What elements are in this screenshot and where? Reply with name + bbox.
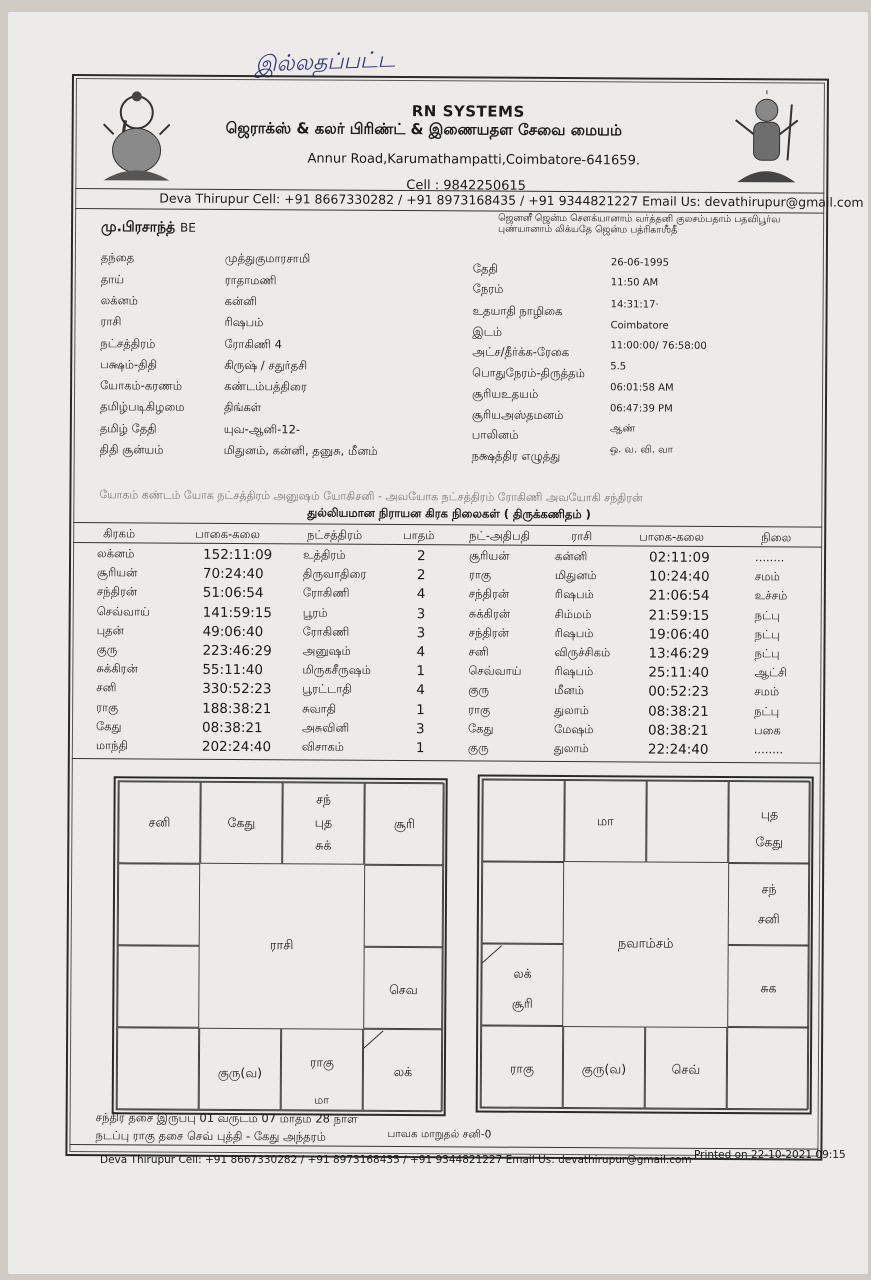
planet-rasi-cell: துலாம் xyxy=(553,740,589,756)
planet-deg-cell: 08:38:21 xyxy=(201,719,263,736)
planet-deg-cell: 49:06:40 xyxy=(202,623,264,640)
table-header-cell: நட்-அதிபதி xyxy=(469,528,531,543)
planet-pada-cell: 4 xyxy=(416,644,426,661)
contact-line: Deva Thirupur Cell: +91 8667330282 / +91 8973168435 / +91 9344821227 Email Us: devathirupur@gmail.com xyxy=(159,190,864,210)
cell-number: Cell : 9842250615 xyxy=(406,178,527,194)
left-detail-label: ராசி xyxy=(100,314,122,329)
planet-status-cell: சமம் xyxy=(754,569,780,584)
planet-rdeg-cell: 22:24:40 xyxy=(647,741,709,758)
rasi-house-makara xyxy=(117,945,199,1027)
nav-house-rishaba xyxy=(646,781,728,863)
planet-star-cell: அனுஷம் xyxy=(302,643,351,658)
planet-lord-cell: சூரியன் xyxy=(469,548,510,563)
planet-rdeg-cell: 02:11:09 xyxy=(649,549,710,566)
planet-lord-cell: சனி xyxy=(468,644,489,659)
nav-house-makara: ராகு xyxy=(481,1026,563,1108)
right-detail-value: 11:00:00/ 76:58:00 xyxy=(610,340,707,352)
right-detail-value: Coimbatore xyxy=(610,320,669,332)
planet-pada-cell: 3 xyxy=(416,605,426,622)
planet-pada-cell: 2 xyxy=(417,548,426,565)
rasi-house-kataka xyxy=(364,865,444,947)
planet-rdeg-cell: 08:38:21 xyxy=(647,722,709,739)
planet-star-cell: அசுவினி xyxy=(301,720,350,735)
planet-status-cell: ஆட்சி xyxy=(754,665,788,680)
company-name: RN SYSTEMS xyxy=(411,102,525,121)
planet-deg-cell: 202:24:40 xyxy=(201,738,272,756)
nav-house-mesha: மா xyxy=(564,780,646,862)
ganesha-icon xyxy=(95,84,178,188)
left-detail-label: திதி சூன்யம் xyxy=(99,442,164,457)
right-detail-value: 26-06-1995 xyxy=(610,257,670,269)
table-header-cell: பாகை-கலை xyxy=(195,526,260,542)
lagna-mark-icon xyxy=(363,1029,385,1049)
rasi-house-meena: சனி xyxy=(118,781,200,863)
right-detail-label: பொதுநேரம்-திருத்தம் xyxy=(472,365,585,381)
person-name xyxy=(101,219,196,238)
right-detail-label: இடம் xyxy=(472,324,503,339)
planet-rasi-cell: துலாம் xyxy=(554,702,589,717)
rasi-house-mithuna: சூரி xyxy=(364,783,444,865)
left-detail-label: தாய் xyxy=(100,272,125,287)
planet-star-cell: பூரம் xyxy=(302,605,328,620)
planet-status-cell: ........ xyxy=(755,550,785,565)
planet-rdeg-cell: 21:06:54 xyxy=(648,587,710,605)
left-detail-label: பக்ஷம்-திதி xyxy=(100,357,158,372)
left-detail-value: கன்னி xyxy=(224,293,257,309)
planet-star-cell: ரோகிணி xyxy=(302,585,350,601)
planet-rdeg-cell: 13:46:29 xyxy=(648,645,710,662)
planet-pada-cell: 1 xyxy=(416,663,426,680)
planet-rasi-cell: கன்னி xyxy=(555,548,588,564)
planet-graha-cell: லக்னம் xyxy=(97,546,135,561)
planet-rasi-cell: சிம்மம் xyxy=(554,606,592,621)
left-detail-value: ராதாமணி xyxy=(224,272,277,288)
planet-graha-cell: கேது xyxy=(95,718,122,734)
right-detail-label: தேதி xyxy=(472,261,498,276)
right-detail-value: 5.5 xyxy=(610,361,627,373)
handwritten-note: இல்லதப்பட்ட xyxy=(254,47,396,78)
table-header-cell: ராசி xyxy=(571,529,593,544)
person-degree: BE xyxy=(179,220,196,235)
right-detail-label: அட்ச/தீர்க்க-ரேகை xyxy=(472,344,570,360)
dasa-balance: சந்திர தசை இருப்பு 01 வருடம் 07 மாதம் 28 நாள் xyxy=(95,1110,358,1126)
planet-rdeg-cell: 21:59:15 xyxy=(648,607,710,624)
planet-pada-cell: 2 xyxy=(416,567,426,584)
planet-rasi-cell: ரிஷபம் xyxy=(554,664,594,679)
planet-rasi-cell: மீனம் xyxy=(554,683,584,698)
planet-lord-cell: ராகு xyxy=(468,567,492,582)
planet-lord-cell: குரு xyxy=(467,740,489,755)
nav-mithuna-2: கேது xyxy=(755,834,784,850)
bhava-change: பாவக மாறுதல் சனி-0 xyxy=(387,1127,492,1141)
planet-graha-cell: மாந்தி xyxy=(95,738,129,753)
planet-lord-cell: குரு xyxy=(468,682,490,697)
rasi-house-vrischika xyxy=(281,1028,363,1110)
planet-star-cell: விசாகம் xyxy=(301,739,345,754)
table-header-cell: பாகை-கலை xyxy=(639,529,704,544)
right-detail-label: நக்ஷத்திர எழுத்து xyxy=(471,448,561,463)
planet-deg-cell: 152:11:09 xyxy=(203,546,273,564)
planet-rdeg-cell: 00:52:23 xyxy=(648,683,709,701)
nav-house-dhanus: குரு(வ) xyxy=(563,1026,645,1108)
planet-rasi-cell: விருச்சிகம் xyxy=(554,644,611,660)
planet-lord-cell: சுக்கிரன் xyxy=(468,606,511,621)
rasi-chart xyxy=(112,776,448,1116)
right-detail-label: பாலினம் xyxy=(471,427,519,442)
planet-lord-cell: சந்திரன் xyxy=(468,586,510,602)
nav-house-kumbha-upper xyxy=(482,862,564,944)
planet-rdeg-cell: 08:38:21 xyxy=(648,703,709,720)
planet-rasi-cell: மேஷம் xyxy=(553,721,594,736)
right-detail-label: சூரியஅஸ்தமனம் xyxy=(471,407,564,423)
left-detail-value: ரோகிணி 4 xyxy=(224,336,283,352)
planet-star-cell: பூரட்டாதி xyxy=(302,681,352,697)
rasi-house-kanni: லக் xyxy=(363,1029,443,1111)
nav-kataka-1: சந் xyxy=(761,881,777,897)
printed-on: Printed on 22-10-2021 09:15 xyxy=(694,1149,846,1161)
nav-house-vrischika: செவ் xyxy=(645,1027,727,1109)
planet-graha-cell: புதன் xyxy=(96,622,124,638)
planet-rasi-cell: மிதுனம் xyxy=(554,568,597,583)
left-detail-label: தமிழ்படிகிழமை xyxy=(99,399,185,414)
nav-house-kataka xyxy=(728,863,810,945)
right-detail-label: நேரம் xyxy=(472,281,504,296)
planet-deg-cell: 141:59:15 xyxy=(202,604,272,621)
planet-star-cell: உத்திரம் xyxy=(303,547,346,562)
left-detail-label: யோகம்-கரணம் xyxy=(100,378,183,393)
rasi-house-dhanus: குரு(வ) xyxy=(199,1028,281,1110)
planet-deg-cell: 55:11:40 xyxy=(202,661,264,679)
navamsa-chart xyxy=(476,774,814,1114)
left-detail-label: தந்தை xyxy=(100,250,135,265)
planet-pada-cell: 3 xyxy=(416,624,426,641)
right-detail-value: ஆண் xyxy=(609,423,636,435)
nav-house-mithuna xyxy=(728,781,810,863)
yoga-line: யோகம் கண்டம் யோக நட்சத்திரம் அனுஷம் யோகிசனி - அவயோக நட்சத்திரம் ரோகிணி அவயோகி சந்திரன் xyxy=(99,488,643,505)
table-header-cell: நட்சத்திரம் xyxy=(307,527,363,542)
right-detail-value: 14:31:17· xyxy=(610,299,659,311)
left-detail-label: லக்னம் xyxy=(100,293,138,308)
planet-rasi-cell: ரிஷபம் xyxy=(554,625,594,640)
planet-status-cell: நட்பு xyxy=(754,626,780,642)
planet-star-cell: திருவாதிரை xyxy=(302,566,367,581)
planet-graha-cell: சுக்கிரன் xyxy=(96,661,138,676)
planet-status-cell: நட்பு xyxy=(754,646,780,661)
planet-deg-cell: 188:38:21 xyxy=(202,700,272,717)
rasi-rishaba-1: சந் xyxy=(316,791,332,807)
right-detail-value: 06:47:39 PM xyxy=(609,403,673,415)
current-bhukti: நடப்பு ராகு தசை செவ் புத்தி - கேது அந்தரம் xyxy=(95,1128,326,1144)
right-detail-value: ஒ. வ. வி. வா xyxy=(609,444,673,456)
person-name-text: மு.பிரசாந்த் xyxy=(101,219,176,236)
right-detail-label: சூரியஉதயம் xyxy=(472,386,539,401)
planet-graha-cell: செவ்வாய் xyxy=(96,603,150,619)
planet-lord-cell: செவ்வாய் xyxy=(468,663,522,678)
footer-contact: Deva Thirupur Cell: +91 8667330282 / +91 8973168435 / +91 9344821227 Email Us: devathirupur@gmail.com xyxy=(100,1154,692,1166)
nav-lagna-mark-icon xyxy=(482,944,504,964)
planet-graha-cell: ராகு xyxy=(96,699,119,714)
planet-rdeg-cell: 19:06:40 xyxy=(648,626,710,643)
blessing-text: ஜெனனீ ஜென்ம சௌக்யானாம் வர்த்தனி குலசம்பதாம் பதவிபூர்வ புண்யானாம் லிக்யதே ஜென்ம பத்ரிகாஶீதீ xyxy=(498,212,781,236)
left-detail-label: நட்சத்திரம் xyxy=(100,336,156,351)
left-detail-label: தமிழ் தேதி xyxy=(99,421,157,436)
horoscope-frame xyxy=(65,74,864,1161)
nav-mithuna-1: புத xyxy=(760,806,779,822)
left-detail-value: கிருஷ் / சதுர்தசி xyxy=(224,357,308,373)
planet-status-cell: சமம் xyxy=(754,684,780,699)
planet-pada-cell: 3 xyxy=(415,720,425,737)
rasi-house-dhanus-corner xyxy=(117,1027,199,1109)
table-header-cell: கிரகம் xyxy=(103,526,136,541)
planet-lord-cell: சந்திரன் xyxy=(468,625,509,640)
planet-rdeg-cell: 25:11:40 xyxy=(648,664,710,682)
planet-graha-cell: சந்திரன் xyxy=(96,584,138,599)
rasi-title: ராசி xyxy=(269,938,294,954)
right-detail-value: 06:01:58 AM xyxy=(610,382,674,394)
right-detail-value: 11:50 AM xyxy=(610,277,659,289)
nav-kumbha-1: லக் xyxy=(513,965,532,981)
navamsa-title: நவாம்சம் xyxy=(617,936,674,952)
rasi-vrischika-1: ராகு xyxy=(309,1054,335,1070)
rasi-rishaba-2: புத xyxy=(314,814,333,830)
planet-graha-cell: சனி xyxy=(96,680,117,695)
left-detail-value: யுவ-ஆனி-12- xyxy=(223,421,301,437)
planet-star-cell: ரோகிணி xyxy=(302,624,350,639)
table-title: துல்லியமான நிராயன கிரக நிலைகள் ( திருக்கணிதம் ) xyxy=(307,505,591,522)
planet-rdeg-cell: 10:24:40 xyxy=(648,568,710,586)
rasi-house-rishaba xyxy=(282,782,364,864)
left-detail-value: திங்கள் xyxy=(223,399,262,415)
planet-status-cell: உச்சம் xyxy=(754,588,788,603)
right-detail-label: உதயாதி நாழிகை xyxy=(472,303,563,318)
planet-rasi-cell: ரிஷபம் xyxy=(554,587,594,602)
planet-pada-cell: 1 xyxy=(415,740,425,757)
planet-graha-cell: சூரியன் xyxy=(96,565,138,580)
planet-star-cell: மிருகசீருஷம் xyxy=(302,662,371,678)
rasi-rishaba-3: சுக் xyxy=(315,837,332,853)
planet-pada-cell: 4 xyxy=(416,682,425,699)
rasi-house-mesha: கேது xyxy=(200,782,282,864)
planet-deg-cell: 330:52:23 xyxy=(202,681,272,698)
rasi-vrischika-2: மா xyxy=(314,1093,330,1107)
planet-deg-cell: 51:06:54 xyxy=(202,585,264,602)
left-detail-value: முத்துகுமாரசாமி xyxy=(224,250,311,266)
planet-deg-cell: 223:46:29 xyxy=(202,642,272,660)
planet-deg-cell: 70:24:40 xyxy=(202,565,264,583)
planet-lord-cell: ராகு xyxy=(468,702,491,717)
left-detail-value: கண்டம்பத்திரை xyxy=(224,378,307,394)
rasi-house-kumbha xyxy=(118,863,200,945)
planet-pada-cell: 1 xyxy=(416,701,425,718)
planet-status-cell: பகை xyxy=(753,722,781,738)
table-header-cell: பாதம் xyxy=(403,528,435,543)
nav-house-simha: சுக xyxy=(727,945,809,1027)
planet-status-cell: நட்பு xyxy=(754,703,780,718)
planet-status-cell: ........ xyxy=(753,742,784,757)
left-detail-value: மிதுனம், கன்னி, தனுசு, மீனம் xyxy=(223,442,378,458)
table-header-cell: நிலை xyxy=(761,530,792,545)
planet-status-cell: நட்பு xyxy=(754,607,780,622)
planet-star-cell: சுவாதி xyxy=(302,701,337,716)
address: Annur Road,Karumathampatti,Coimbatore-641659. xyxy=(307,151,641,169)
left-detail-value: ரிஷபம் xyxy=(224,314,264,330)
murugan-icon xyxy=(725,90,808,190)
nav-house-meena xyxy=(482,780,564,862)
planet-pada-cell: 4 xyxy=(416,586,426,603)
nav-kataka-2: சனி xyxy=(757,911,780,927)
planet-graha-cell: குரு xyxy=(96,642,118,657)
planet-lord-cell: கேது xyxy=(467,721,494,736)
nav-kumbha-2: சூரி xyxy=(511,995,533,1011)
services-line: ஜெராக்ஸ் & கலர் பிரிண்ட் & இணையதள சேவை மையம் xyxy=(225,118,623,140)
nav-house-thula xyxy=(727,1027,809,1109)
rasi-house-simha: செவ xyxy=(363,947,443,1029)
